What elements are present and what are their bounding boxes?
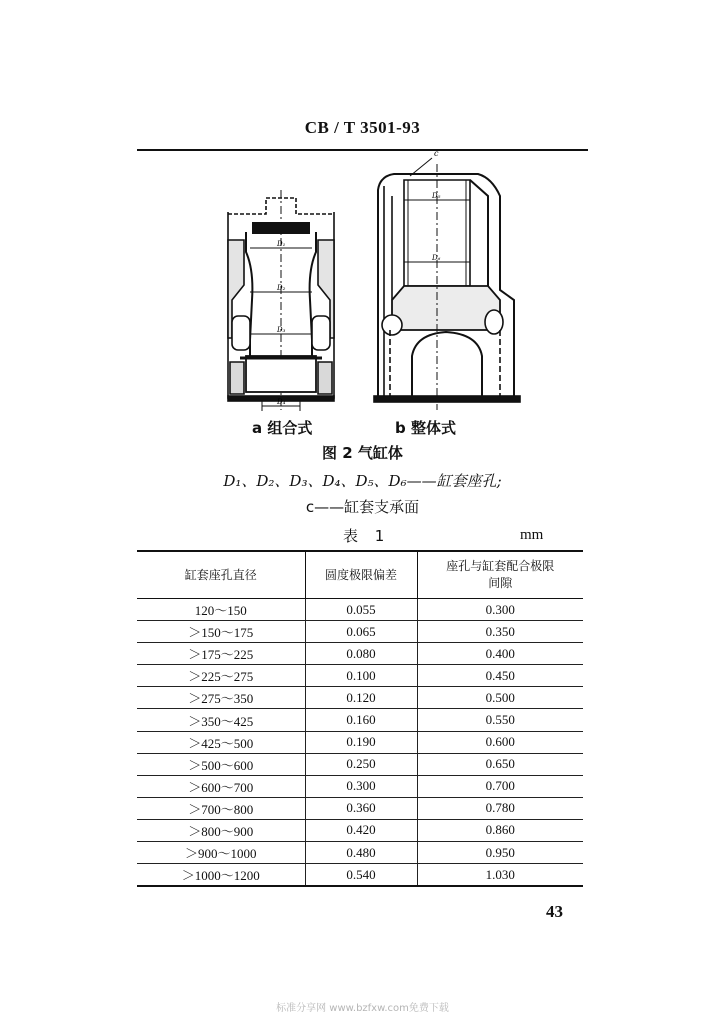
figure-label-b: b 整体式 xyxy=(395,419,456,437)
roundness-deviation-cell: 0.120 xyxy=(305,687,417,709)
header-fit-clearance xyxy=(417,551,583,599)
roundness-deviation-cell: 0.080 xyxy=(305,643,417,665)
cylinder-block-drawings xyxy=(0,0,725,420)
fit-clearance-cell: 0.950 xyxy=(417,842,583,864)
callout-d4: D₄ xyxy=(277,398,286,406)
table-row xyxy=(137,842,583,864)
roundness-deviation-cell: 0.160 xyxy=(305,709,417,731)
table-row xyxy=(137,797,583,819)
roundness-deviation-cell: 0.055 xyxy=(305,599,417,621)
bore-diameter-cell: 120～150 xyxy=(137,599,305,621)
bore-diameter-cell: ＞800～900 xyxy=(137,819,305,841)
roundness-deviation-cell: 0.190 xyxy=(305,731,417,753)
roundness-deviation-cell: 0.100 xyxy=(305,665,417,687)
table-row xyxy=(137,621,583,643)
bore-diameter-cell: ＞175～225 xyxy=(137,643,305,665)
figure-legend-line-1: D₁、D₂、D₃、D₄、D₅、D₆——缸套座孔; xyxy=(223,472,502,490)
bore-diameter-cell: ＞1000～1200 xyxy=(137,864,305,887)
header-bore-diameter: 缸套座孔直径 xyxy=(137,551,305,599)
fit-clearance-cell: 0.700 xyxy=(417,775,583,797)
bore-diameter-cell: ＞900～1000 xyxy=(137,842,305,864)
bore-diameter-cell: ＞600～700 xyxy=(137,775,305,797)
watermark: 标准分享网 www.bzfxw.com免费下载 xyxy=(276,1003,449,1014)
callout-d1: D₁ xyxy=(277,240,286,248)
fit-clearance-cell: 0.550 xyxy=(417,709,583,731)
fit-clearance-cell: 0.350 xyxy=(417,621,583,643)
bore-diameter-cell: ＞275～350 xyxy=(137,687,305,709)
figure-caption: 图 2 气缸体 xyxy=(322,444,403,462)
drawing-composite-type xyxy=(228,190,334,411)
table-row xyxy=(137,709,583,731)
fit-clearance-cell: 0.780 xyxy=(417,797,583,819)
document-code: CB / T 3501-93 xyxy=(304,118,421,137)
callout-d2: D₂ xyxy=(277,284,286,292)
roundness-deviation-cell: 0.480 xyxy=(305,842,417,864)
fit-clearance-cell: 0.450 xyxy=(417,665,583,687)
table-row xyxy=(137,864,583,887)
table-header-row xyxy=(137,551,583,599)
table-row xyxy=(137,775,583,797)
roundness-deviation-cell: 0.540 xyxy=(305,864,417,887)
callout-c: c xyxy=(434,149,439,158)
bore-diameter-cell: ＞150～175 xyxy=(137,621,305,643)
bore-diameter-cell: ＞700～800 xyxy=(137,797,305,819)
fit-clearance-cell: 0.650 xyxy=(417,753,583,775)
roundness-deviation-cell: 0.420 xyxy=(305,819,417,841)
fit-clearance-cell: 0.860 xyxy=(417,819,583,841)
table-row xyxy=(137,687,583,709)
figure-label-a: a 组合式 xyxy=(252,419,313,437)
fit-clearance-cell: 0.500 xyxy=(417,687,583,709)
roundness-deviation-cell: 0.300 xyxy=(305,775,417,797)
bore-diameter-cell: ＞425～500 xyxy=(137,731,305,753)
roundness-deviation-cell: 0.250 xyxy=(305,753,417,775)
table-title: 表 1 xyxy=(343,527,391,545)
table-row xyxy=(137,665,583,687)
callout-d3: D₃ xyxy=(277,326,286,334)
table-row xyxy=(137,819,583,841)
table-row xyxy=(137,731,583,753)
fit-clearance-cell: 0.600 xyxy=(417,731,583,753)
fit-clearance-cell: 1.030 xyxy=(417,864,583,887)
callout-d5: D₅ xyxy=(432,192,441,200)
table-unit: mm xyxy=(520,527,544,543)
bore-diameter-cell: ＞225～275 xyxy=(137,665,305,687)
table-row xyxy=(137,753,583,775)
bore-tolerance-table xyxy=(137,550,583,887)
header-fit-clearance-text: 座孔与缸套配合极限间隙 xyxy=(446,559,555,590)
page-number: 43 xyxy=(546,902,563,921)
table-row xyxy=(137,599,583,621)
fit-clearance-cell: 0.400 xyxy=(417,643,583,665)
roundness-deviation-cell: 0.360 xyxy=(305,797,417,819)
fit-clearance-cell: 0.300 xyxy=(417,599,583,621)
drawing-integral-type xyxy=(374,158,520,410)
bore-diameter-cell: ＞500～600 xyxy=(137,753,305,775)
bore-diameter-cell: ＞350～425 xyxy=(137,709,305,731)
callout-d6: D₆ xyxy=(432,254,441,262)
table-row xyxy=(137,643,583,665)
header-roundness-deviation: 圆度极限偏差 xyxy=(305,551,417,599)
figure-legend-line-2: c——缸套支承面 xyxy=(305,498,420,516)
roundness-deviation-cell: 0.065 xyxy=(305,621,417,643)
